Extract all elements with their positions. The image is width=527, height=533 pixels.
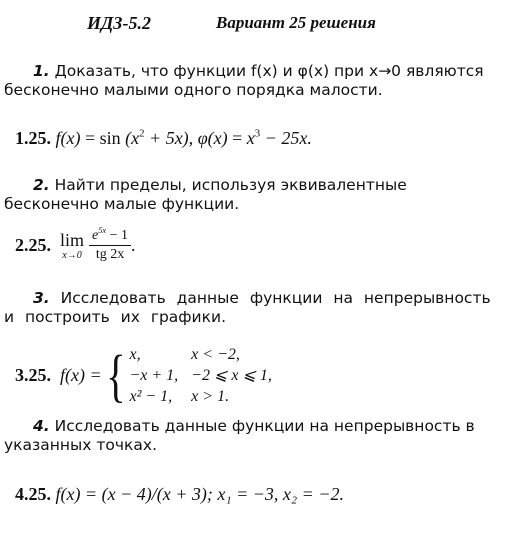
task-2 bbox=[4, 176, 499, 214]
case-row: x² − 1, x > 1. bbox=[129, 388, 230, 405]
item-2-25: 2.25. lim x→0 $\frac{e^{5x} - 1}{tg 2x}$ . bbox=[15, 226, 136, 262]
doc-variant: Вариант 25 решения bbox=[216, 13, 376, 32]
piecewise-cases bbox=[129, 344, 272, 407]
item-1-25: 1.25. $f(x) = \sin (x^2 + 5x)$, $\varphi(x) = x^3 - 25x$. bbox=[15, 127, 312, 148]
case-row: x, x < −2, bbox=[129, 346, 240, 363]
limit-operator: lim x→0 bbox=[60, 229, 85, 261]
item-label: 2.25. bbox=[15, 235, 51, 255]
case-row: −x + 1, −2 ⩽ x ⩽ 1, bbox=[129, 367, 272, 384]
task-4-text: Исследовать данные функции на непрерывность в указанных точках. bbox=[4, 417, 475, 454]
task-4 bbox=[4, 417, 509, 455]
task-3-text: Исследовать данные функции на непрерывность и построить их графики. bbox=[4, 289, 491, 326]
task-2-text: Найти пределы, используя эквивалентные бесконечно малые функции. bbox=[4, 176, 407, 213]
task-1 bbox=[4, 62, 504, 100]
left-brace: { bbox=[105, 342, 126, 408]
item-3-25: 3.25. f(x) = { x, x < −2, −x + 1, −2 ⩽ x ⩽ 1, x² − 1, x > 1. bbox=[15, 342, 272, 408]
item-label: 3.25. bbox=[15, 365, 51, 385]
task-1-text: Доказать, что функции f(x) и φ(x) при x→0 являются бесконечно малыми одного порядка малости. bbox=[4, 62, 484, 99]
item-label: 4.25. bbox=[15, 484, 51, 504]
doc-code: ИДЗ-5.2 bbox=[87, 13, 151, 33]
task-2-number: 2. bbox=[33, 176, 50, 194]
task-4-number: 4. bbox=[33, 417, 50, 435]
limit-fraction: $\frac{e^{5x} - 1}{tg 2x}$ bbox=[89, 228, 131, 263]
item-label: 1.25. bbox=[15, 128, 51, 148]
item-4-25: 4.25. f(x) = (x − 4)/(x + 3); x₁ = −3, x₂ = −2. bbox=[15, 484, 344, 504]
task-1-number: 1. bbox=[33, 62, 50, 80]
task-3 bbox=[4, 289, 509, 327]
task-3-number: 3. bbox=[33, 289, 50, 307]
